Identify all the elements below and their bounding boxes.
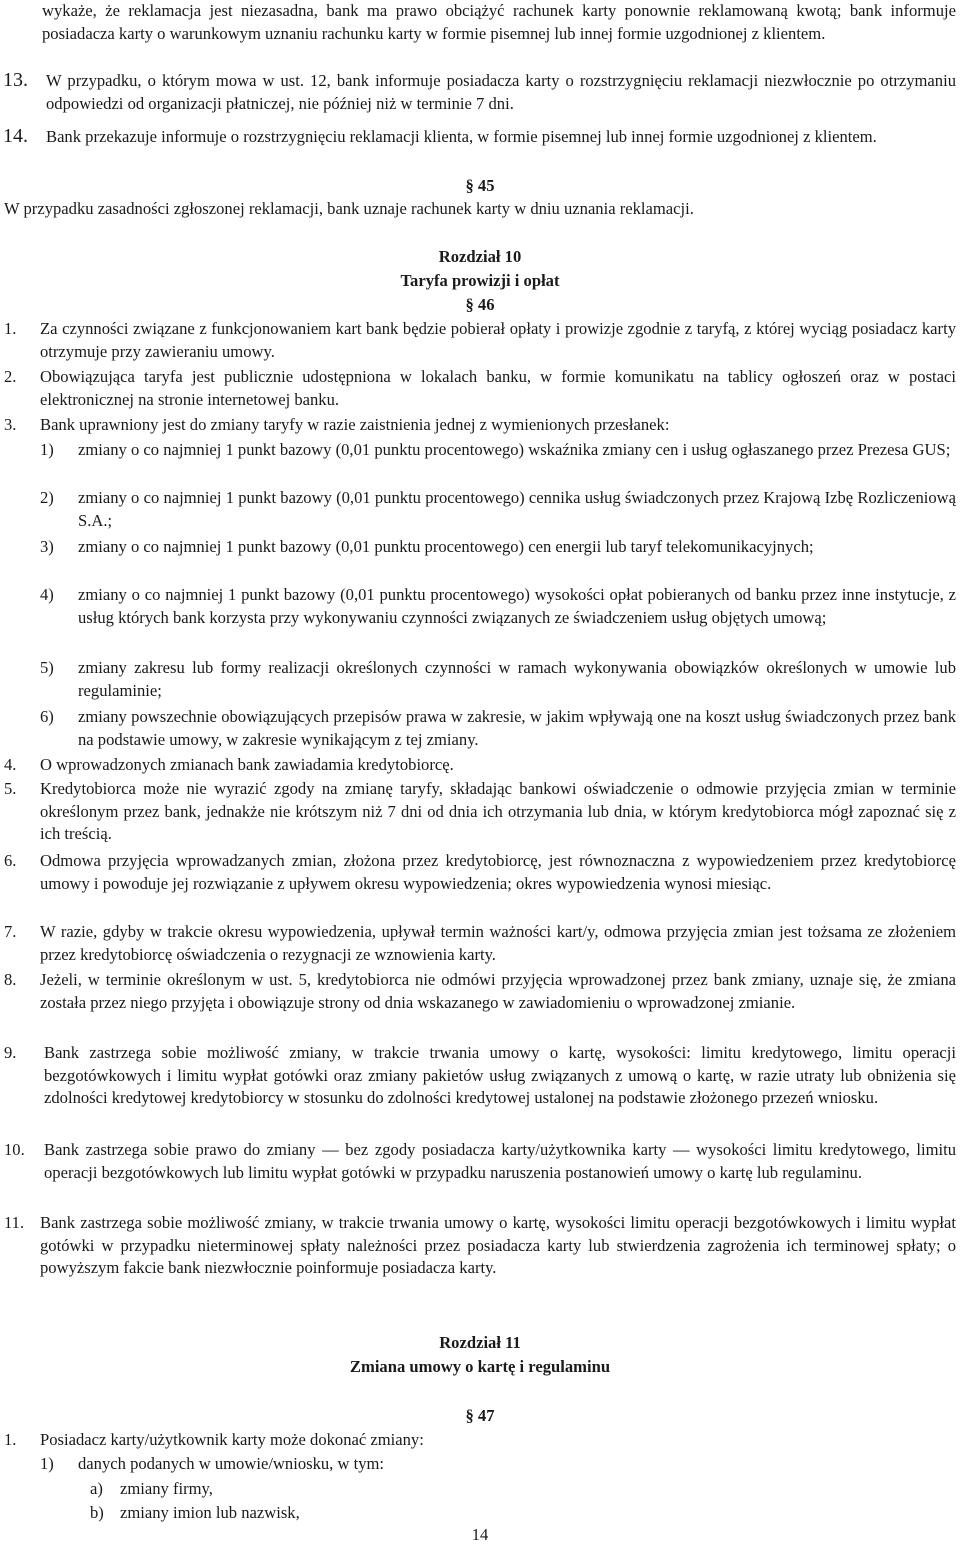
letter-list-marker: a) <box>90 1479 103 1498</box>
list-number: 11. <box>4 1213 25 1232</box>
list-item <box>4 414 956 437</box>
letter-list-item <box>90 1478 956 1501</box>
list-text: Bank uprawniony jest do zmiany taryfy w razie zaistnienia jednej z wymienionych przesłanek: <box>40 415 670 434</box>
sub-list-number: 1) <box>40 440 54 459</box>
list-text: Za czynności związane z funkcjonowaniem kart bank będzie pobierał opłaty i prowizje zgodnie z taryfą, z której wyciąg posiadacz karty otrzymuje przy zawieraniu umowy. <box>40 319 956 361</box>
list-number: 6. <box>4 851 17 870</box>
list-number: 10. <box>4 1140 25 1159</box>
list-number: 14. <box>3 125 28 147</box>
list-text: W razie, gdyby w trakcie okresu wypowiedzenia, upływał termin ważności kart/y, odmowa przyjęcia zmian jest tożsama ze złożeniem przez kredytobiorcę oświadczenia o rezygnacji ze wznowienia karty. <box>40 922 956 964</box>
sub-list-item <box>40 536 956 559</box>
sub-list-item <box>40 657 956 702</box>
sub-list-text: zmiany o co najmniej 1 punkt bazowy (0,01 punktu procentowego) wysokości opłat pobieranych od banku przez inne instytucje, z usług których bank korzysta przy wykonywaniu czynności związanych ze świadczeniem usług objętych umową; <box>78 585 956 627</box>
list-text: O wprowadzonych zmianach bank zawiadamia kredytobiorcę. <box>40 755 454 774</box>
list-item <box>4 1212 956 1280</box>
page-number: 14 <box>471 1525 489 1544</box>
list-number: 13. <box>3 69 28 91</box>
list-number: 1. <box>4 319 17 338</box>
chapter-subtitle: Taryfa prowizji i opłat <box>400 271 560 290</box>
list-item <box>4 754 956 777</box>
sub-list-number: 5) <box>40 658 54 677</box>
list-text: Bank zastrzega sobie prawo do zmiany — bez zgody posiadacza karty/użytkownika karty — wysokości limitu kredytowego, limitu operacji bezgotówkowych lub limitu wypłat gotówki w przypadku naruszenia postanowień umowy o kartę lub regulaminu. <box>44 1140 956 1182</box>
sub-list-text: zmiany o co najmniej 1 punkt bazowy (0,01 punktu procentowego) wskaźnika zmiany cen i usług ogłaszanego przez Prezesa GUS; <box>78 440 951 459</box>
list-text: Posiadacz karty/użytkownik karty może dokonać zmiany: <box>40 1430 424 1449</box>
letter-list-marker: b) <box>90 1503 104 1522</box>
continued-paragraph <box>42 0 956 45</box>
sub-list-text: zmiany o co najmniej 1 punkt bazowy (0,01 punktu procentowego) cennika usług świadczonych przez Krajową Izbę Rozliczeniową S.A.; <box>78 488 956 530</box>
list-number: 7. <box>4 922 17 941</box>
sub-list-item <box>40 439 956 462</box>
list-item <box>4 1042 956 1110</box>
sub-list-number: 3) <box>40 537 54 556</box>
paragraph-text: wykaże, że reklamacja jest niezasadna, bank ma prawo obciążyć rachunek karty ponownie reklamowaną kwotą; bank informuje posiadacza karty o warunkowym uznaniu rachunku karty w formie pisemnej lub innej formie uzgodnionej z klientem. <box>42 1 956 43</box>
list-item <box>4 318 956 363</box>
chapter-title: Rozdział 11 <box>439 1333 521 1352</box>
list-item <box>4 366 956 411</box>
list-number: 4. <box>4 755 17 774</box>
list-text: Jeżeli, w terminie określonym w ust. 5, kredytobiorca nie odmówi przyjęcia wprowadzonej przez bank zmiany, uznaje się, że zmiana została przez niego przyjęta i obowiązuje strony od dnia wskazanego w zawiadomieniu o wprowadzonej zmianie. <box>40 970 956 1012</box>
list-number: 3. <box>4 415 17 434</box>
section-heading-46: § 46 <box>465 295 495 314</box>
sub-list-item <box>40 584 956 629</box>
list-text: Bank zastrzega sobie możliwość zmiany, w trakcie trwania umowy o kartę, wysokości: limitu kredytowego, limitu operacji bezgotówkowych i limitu wypłat gotówki oraz zmiany pakietów usług związanych z umową o kartę, w razie utraty lub obniżenia się zdolności kredytowej kredytobiorcy w stosunku do zdolności kredytowej ustalonej na podstawie złożonego przezeń wniosku. <box>44 1043 956 1107</box>
list-text: Bank zastrzega sobie możliwość zmiany, w trakcie trwania umowy o kartę, wysokości limitu operacji bezgotówkowych i limitu wypłat gotówki w przypadku nieterminowej spłaty należności przez posiadacza karty lub stwierdzenia zagrożenia ich terminowej spłaty; o powyższym fakcie bank niezwłocznie poinformuje posiadacza karty. <box>40 1213 956 1277</box>
list-item-13 <box>3 70 956 115</box>
list-item <box>4 969 956 1014</box>
chapter-title: Rozdział 10 <box>438 247 522 266</box>
list-text: Odmowa przyjęcia wprowadzanych zmian, złożona przez kredytobiorcę, jest równoznaczna z wypowiedzeniem przez kredytobiorcę umowy i powoduje jej rozwiązanie z upływem okresu wypowiedzenia; okres wypowiedzenia wynosi miesiąc. <box>40 851 956 893</box>
section-45-text: W przypadku zasadności zgłoszonej reklamacji, bank uznaje rachunek karty w dniu uznania reklamacji. <box>4 199 694 218</box>
letter-list-text: zmiany firmy, <box>120 1479 213 1498</box>
section-heading-45: § 45 <box>465 176 495 195</box>
sub-list-text: zmiany zakresu lub formy realizacji określonych czynności w ramach wykonywania obowiązków określonych w umowie lub regulaminie; <box>78 658 956 700</box>
sub-list-number: 1) <box>40 1454 54 1473</box>
list-item <box>4 1429 956 1452</box>
sub-list-text: danych podanych w umowie/wniosku, w tym: <box>78 1454 385 1473</box>
list-number: 9. <box>4 1043 17 1062</box>
list-item-14 <box>3 126 956 149</box>
list-text: Bank przekazuje informuje o rozstrzygnięciu reklamacji klienta, w formie pisemnej lub innej formie uzgodnionej z klientem. <box>46 127 877 146</box>
chapter-subtitle: Zmiana umowy o kartę i regulaminu <box>349 1357 611 1376</box>
sub-list-item <box>40 487 956 532</box>
sub-list-item <box>40 1453 956 1476</box>
sub-list-number: 2) <box>40 488 54 507</box>
list-text: Kredytobiorca może nie wyrazić zgody na zmianę taryfy, składając bankowi oświadczenie o odmowie przyjęcia zmian w terminie określonym przez bank, jednakże nie krótszym niż 7 dni od dnia ich otrzymania lub dnia, w którym kredytobiorca mógł zapoznać się z ich treścią. <box>40 779 956 843</box>
sub-list-text: zmiany o co najmniej 1 punkt bazowy (0,01 punktu procentowego) cen energii lub taryf telekomunikacyjnych; <box>78 537 814 556</box>
sub-list-text: zmiany powszechnie obowiązujących przepisów prawa w zakresie, w jakim wpływają one na koszt usług świadczonych przez bank na podstawie umowy, w zakresie wynikającym z tej zmiany. <box>78 707 956 749</box>
list-item <box>4 850 956 895</box>
list-number: 5. <box>4 779 17 798</box>
list-item <box>4 1139 956 1184</box>
section-heading-47: § 47 <box>465 1406 495 1425</box>
sub-list-number: 6) <box>40 707 54 726</box>
list-item <box>4 778 956 846</box>
letter-list-text: zmiany imion lub nazwisk, <box>120 1503 300 1522</box>
list-number: 1. <box>4 1430 17 1449</box>
sub-list-item <box>40 706 956 751</box>
letter-list-item <box>90 1502 956 1525</box>
list-number: 8. <box>4 970 17 989</box>
list-item <box>4 921 956 966</box>
list-number: 2. <box>4 367 17 386</box>
sub-list-number: 4) <box>40 585 54 604</box>
list-text: W przypadku, o którym mowa w ust. 12, bank informuje posiadacza karty o rozstrzygnięciu reklamacji niezwłocznie po otrzymaniu odpowiedzi od organizacji płatniczej, nie później niż w terminie 7 dni. <box>46 71 956 113</box>
list-text: Obowiązująca taryfa jest publicznie udostępniona w lokalach banku, w formie komunikatu na tablicy ogłoszeń oraz w postaci elektronicznej na stronie internetowej banku. <box>40 367 956 409</box>
